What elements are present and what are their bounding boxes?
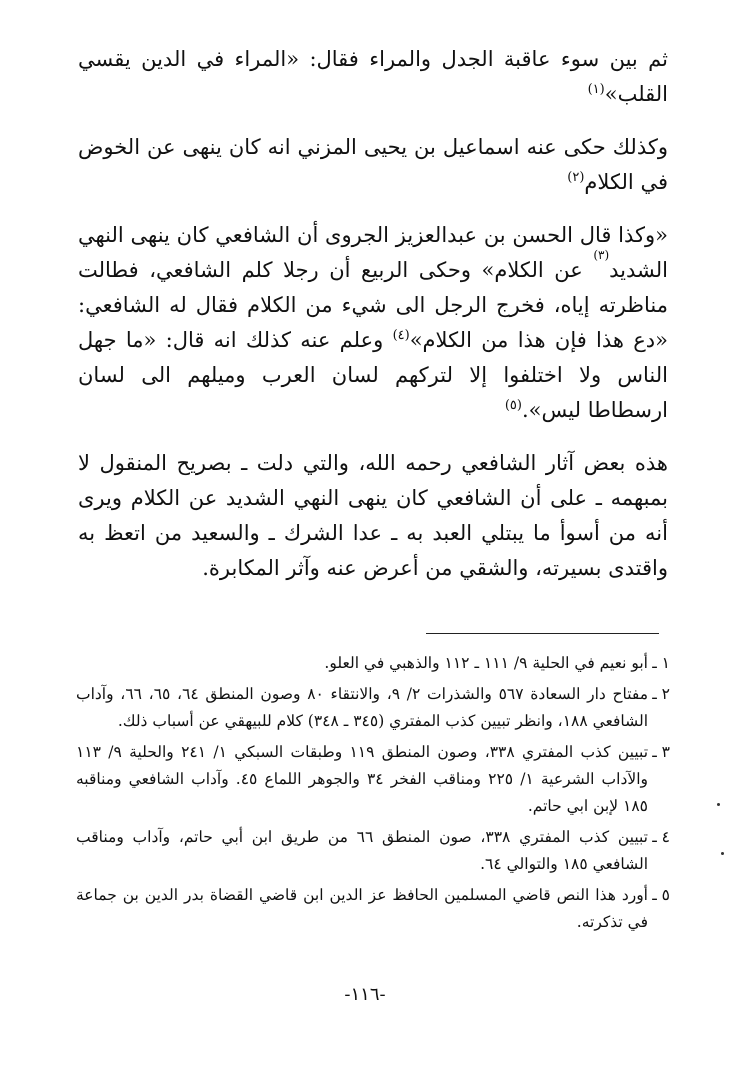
footnote-ref-4[interactable]: (٤) bbox=[392, 328, 410, 343]
footnotes bbox=[76, 650, 670, 936]
paragraph-3: «وكذا قال الحسن بن عبدالعزيز الجروى أن الشافعي كان ينهى النهي الشديد$^{(٣)}$ عن الكلام» وحكى الربيع أن رجلا كلم الشافعي، فطالت مناظرته إياه، فخرج الرجل الى شيء من الكلام فقال له الشافعي: «دع هذا فإن هذا من الكلام»$^{(٤)}$ وعلم عنه كذلك انه قال: «ما جهل الناس ولا اختلفوا إلا لتركهم لسان العرب وميلهم الى لسان ارسطاطا ليس».$^{(٥)}$ bbox=[78, 223, 668, 422]
paragraph-4: هذه بعض آثار الشافعي رحمه الله، والتي دلت ـ بصريح المنقول لا بمبهمه ـ على أن الشافعي كان ينهى النهي الشديد عن الكلام ويرى أنه من أسوأ ما يبتلي العبد به ـ عدا الشرك ـ والسعيد من اتعظ به واقتدى بسيرته، والشقي من أعرض عنه وآثر المكابرة. bbox=[78, 451, 668, 580]
footnote-text: تبيين كذب المفتري ٣٣٨، صون المنطق ٦٦ من طريق ابن أبي حاتم، وآداب ومناقب الشافعي ١٨٥ والتوالي ٦٤. bbox=[76, 828, 648, 873]
footnote-number: ١ ـ bbox=[652, 654, 670, 672]
footnote-separator bbox=[426, 633, 659, 634]
footnote-1 bbox=[76, 650, 670, 677]
footnote-ref-3[interactable]: (٣) bbox=[593, 248, 610, 262]
footnote-ref-2[interactable]: (٢) bbox=[567, 170, 585, 185]
paragraph-2: وكذلك حكى عنه اسماعيل بن يحيى المزني انه كان ينهى عن الخوض في الكلام$^{(٢)}$ bbox=[78, 135, 668, 194]
footnote-3 bbox=[76, 739, 670, 820]
footnote-text: تبيين كذب المفتري ٣٣٨، وصون المنطق ١١٩ وطبقات السبكي ١/ ٢٤١ والحلية ٩/ ١١٣ والآداب الشرعية ١/ ٢٢٥ ومناقب الفخر ٣٤ والجوهر اللماع ٤٥. وآداب الشافعي ومناقبه ١٨٥ لإبن ابي حاتم. bbox=[76, 743, 649, 815]
footnote-number: ٥ ـ bbox=[652, 886, 670, 904]
footnote-number: ٤ ـ bbox=[652, 828, 670, 846]
footnote-number: ٢ ـ bbox=[652, 685, 670, 703]
page-number: -١١٦- bbox=[344, 984, 386, 1005]
footnote-ref-5[interactable]: (٥) bbox=[504, 398, 522, 413]
main-text bbox=[78, 42, 668, 586]
scan-speck bbox=[717, 803, 720, 806]
footnote-text: مفتاح دار السعادة ٥٦٧ والشذرات ٢/ ٩، والانتقاء ٨٠ وصون المنطق ٦٤، ٦٥، ٦٦، وآداب الشافعي ١٨٨، وانظر تبيين كذب المفتري (٣٤٥ ـ ٣٤٨) كلام للبيهقي عن أسباب ذلك. bbox=[76, 685, 649, 730]
footnote-ref-1[interactable]: (١) bbox=[587, 82, 605, 97]
footnote-2 bbox=[76, 681, 670, 735]
scan-speck bbox=[721, 852, 724, 855]
footnote-number: ٣ ـ bbox=[652, 743, 670, 761]
footnote-text: أبو نعيم في الحلية ٩/ ١١١ ـ ١١٢ والذهبي في العلو. bbox=[324, 654, 648, 672]
footnote-5 bbox=[76, 882, 670, 936]
footnote-4 bbox=[76, 824, 670, 878]
footnote-text: أورد هذا النص قاضي المسلمين الحافظ عز الدين ابن قاضي القضاة بدر الدين بن جماعة في تذكرته. bbox=[76, 886, 648, 931]
paragraph-1: ثم بين سوء عاقبة الجدل والمراء فقال: «المراء في الدين يقسي القلب»$^{(١)}$ bbox=[78, 47, 668, 106]
